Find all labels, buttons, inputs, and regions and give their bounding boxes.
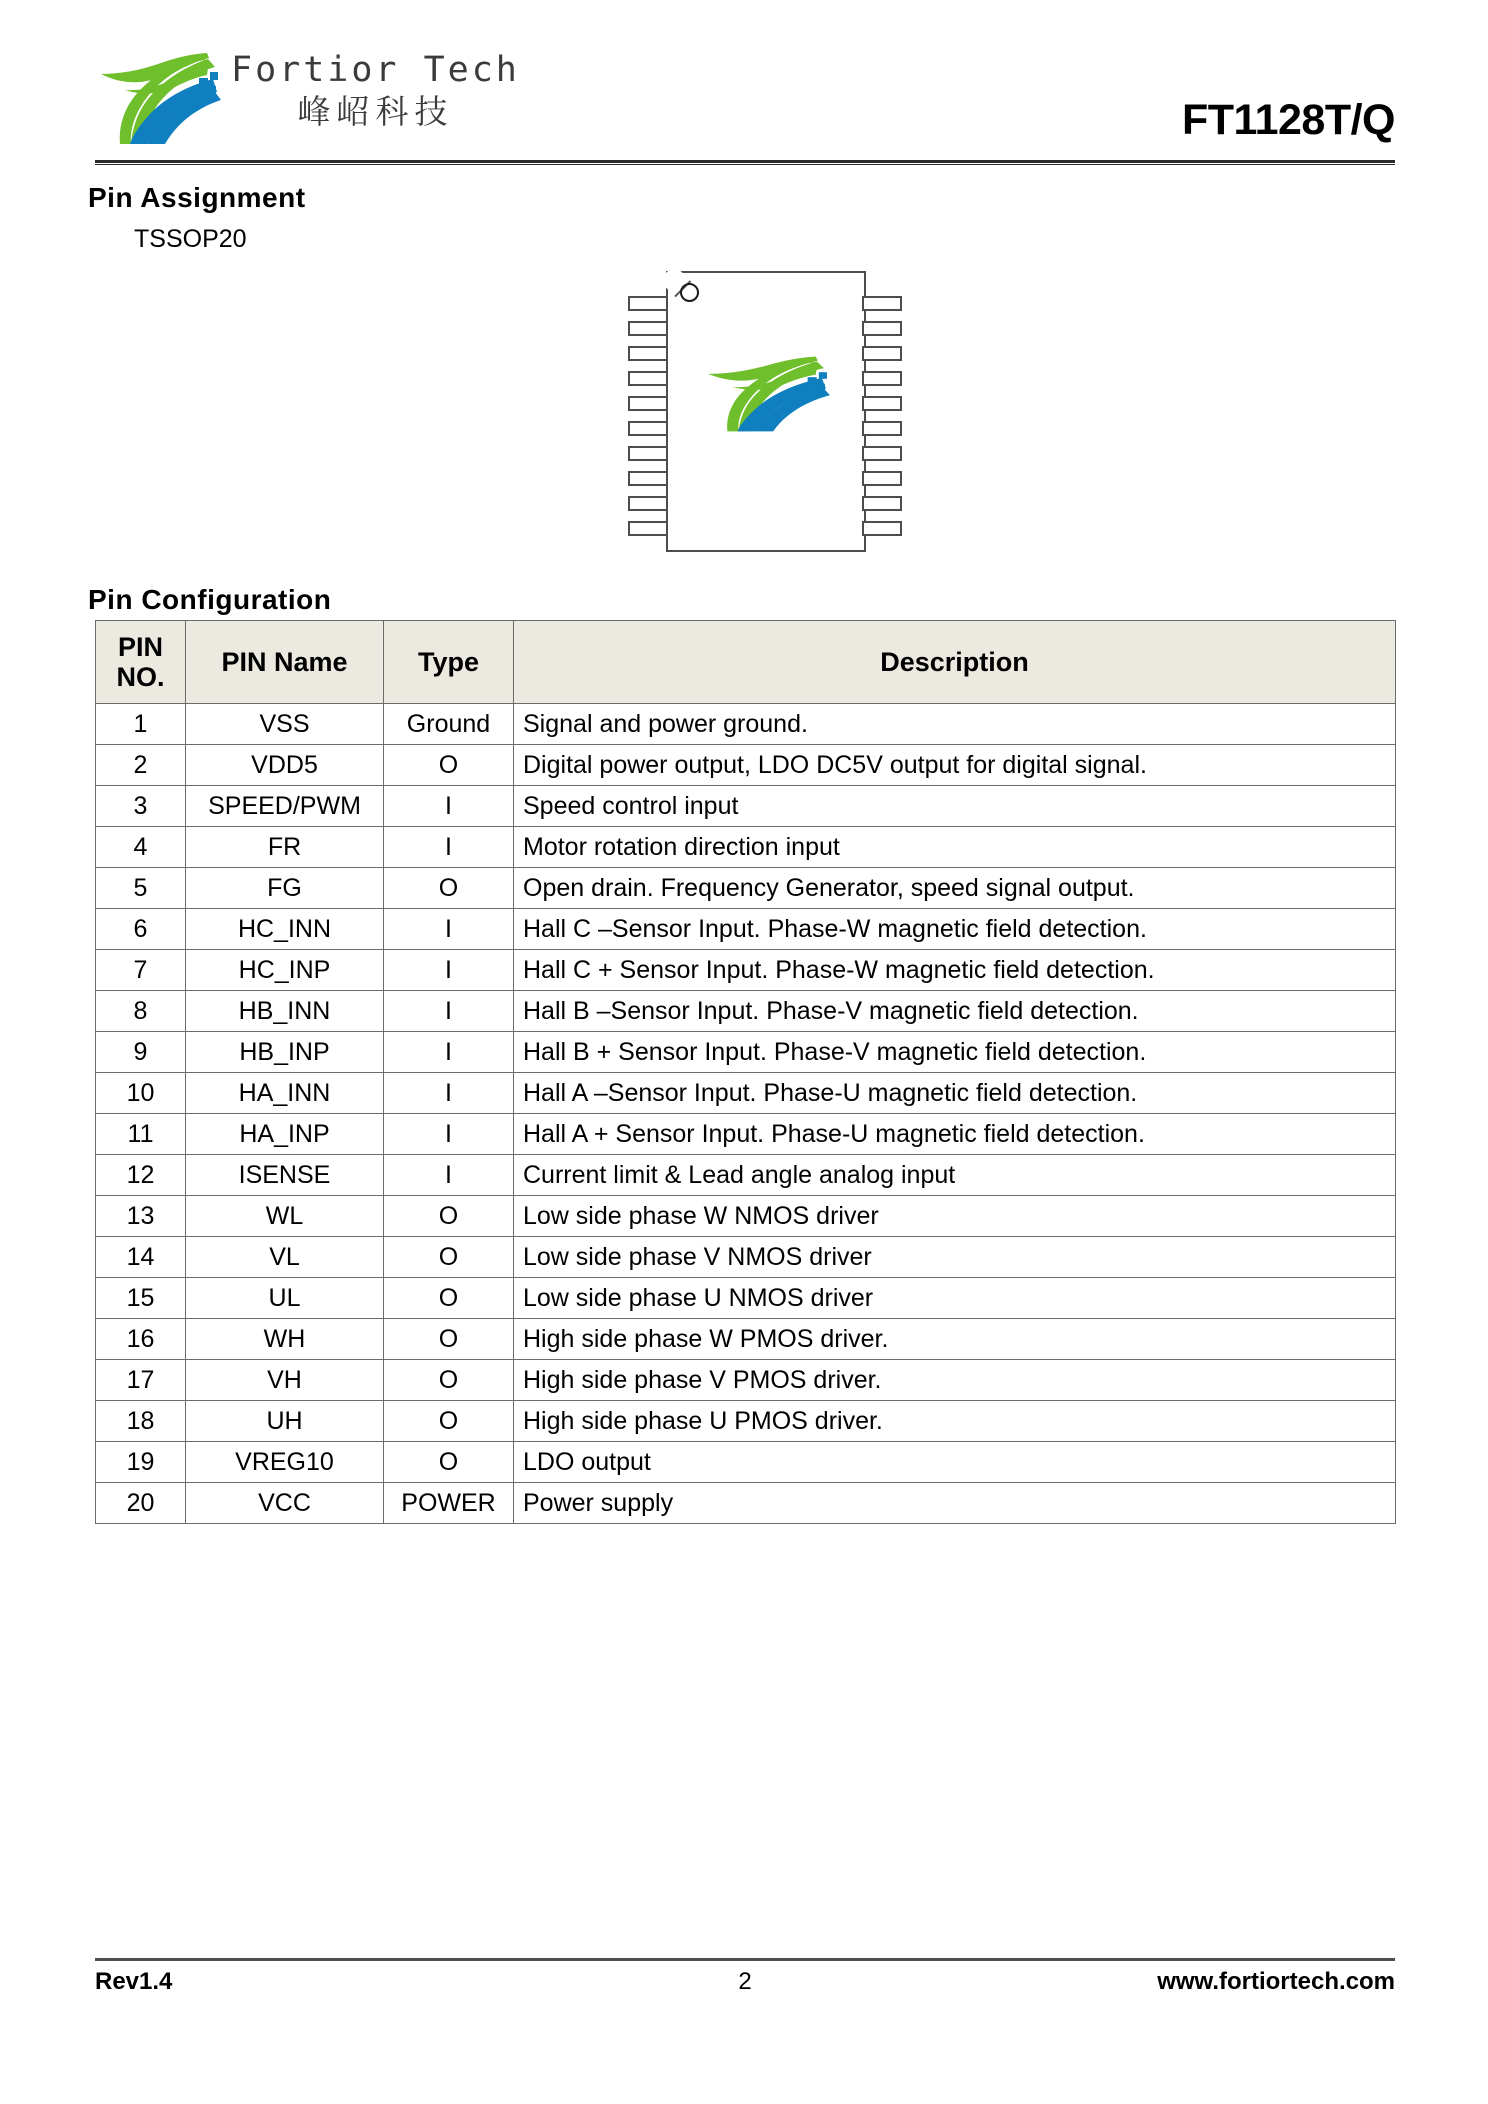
page-footer <box>95 1968 1395 2008</box>
table-row <box>96 704 1396 745</box>
website-link[interactable]: www.fortiortech.com <box>1157 1968 1395 1995</box>
cell-desc: High side phase W PMOS driver. <box>514 1319 1396 1360</box>
cell-type: O <box>384 868 514 909</box>
table-row <box>96 909 1396 950</box>
cell-type: I <box>384 950 514 991</box>
table-row <box>96 991 1396 1032</box>
package-pin-left-8 <box>628 471 668 486</box>
tssop20-package-diagram <box>624 266 914 566</box>
table-row <box>96 1196 1396 1237</box>
cell-type: I <box>384 1073 514 1114</box>
cell-desc: LDO output <box>514 1442 1396 1483</box>
cell-desc: Hall A + Sensor Input. Phase-U magnetic field detection. <box>514 1114 1396 1155</box>
cell-desc: Low side phase V NMOS driver <box>514 1237 1396 1278</box>
cell-no: 5 <box>96 868 186 909</box>
cell-type: O <box>384 1360 514 1401</box>
cell-desc: Power supply <box>514 1483 1396 1524</box>
cell-no: 8 <box>96 991 186 1032</box>
package-pin-left-4 <box>628 371 668 386</box>
cell-desc: Hall B + Sensor Input. Phase-V magnetic field detection. <box>514 1032 1396 1073</box>
package-pin-left-2 <box>628 321 668 336</box>
cell-desc: Digital power output, LDO DC5V output for digital signal. <box>514 745 1396 786</box>
package-marking-logo-icon <box>702 341 830 433</box>
cell-name: HA_INP <box>186 1114 384 1155</box>
cell-no: 12 <box>96 1155 186 1196</box>
cell-type: O <box>384 1442 514 1483</box>
cell-type: O <box>384 745 514 786</box>
package-pin-left-7 <box>628 446 668 461</box>
package-pin-right-5 <box>862 396 902 411</box>
table-row <box>96 1483 1396 1524</box>
cell-name: ISENSE <box>186 1155 384 1196</box>
table-row <box>96 1073 1396 1114</box>
package-pin-right-9 <box>862 496 902 511</box>
cell-desc: High side phase V PMOS driver. <box>514 1360 1396 1401</box>
table-row <box>96 1319 1396 1360</box>
cell-name: HC_INN <box>186 909 384 950</box>
cell-desc: Open drain. Frequency Generator, speed signal output. <box>514 868 1396 909</box>
table-row <box>96 1032 1396 1073</box>
table-row <box>96 1155 1396 1196</box>
cell-type: O <box>384 1401 514 1442</box>
pin-configuration-table <box>95 620 1396 1524</box>
cell-name: WL <box>186 1196 384 1237</box>
package-pin-right-2 <box>862 321 902 336</box>
cell-type: I <box>384 909 514 950</box>
table-row <box>96 950 1396 991</box>
package-pin-right-7 <box>862 446 902 461</box>
cell-desc: Hall C + Sensor Input. Phase-W magnetic field detection. <box>514 950 1396 991</box>
cell-desc: Signal and power ground. <box>514 704 1396 745</box>
cell-no: 15 <box>96 1278 186 1319</box>
cell-type: POWER <box>384 1483 514 1524</box>
package-pin-left-1 <box>628 296 668 311</box>
company-logo <box>95 34 520 146</box>
cell-name: WH <box>186 1319 384 1360</box>
table-row <box>96 1442 1396 1483</box>
cell-name: HB_INP <box>186 1032 384 1073</box>
document-title: FT1128T/Q <box>1182 96 1395 144</box>
package-pin-right-10 <box>862 521 902 536</box>
cell-no: 6 <box>96 909 186 950</box>
cell-type: I <box>384 1155 514 1196</box>
package-pin-right-8 <box>862 471 902 486</box>
cell-name: VSS <box>186 704 384 745</box>
cell-type: I <box>384 1032 514 1073</box>
cell-desc: Hall C –Sensor Input. Phase-W magnetic field detection. <box>514 909 1396 950</box>
cell-type: O <box>384 1237 514 1278</box>
column-header-description: Description <box>514 621 1396 704</box>
cell-no: 18 <box>96 1401 186 1442</box>
cell-name: VCC <box>186 1483 384 1524</box>
fortior-swoosh-logo-icon <box>95 34 221 146</box>
pin1-marker-icon <box>680 283 699 302</box>
cell-type: O <box>384 1319 514 1360</box>
footer-divider <box>95 1958 1395 1961</box>
column-header-pin-no <box>96 621 186 704</box>
table-row <box>96 745 1396 786</box>
cell-no: 14 <box>96 1237 186 1278</box>
table-row <box>96 1278 1396 1319</box>
cell-no: 1 <box>96 704 186 745</box>
cell-no: 20 <box>96 1483 186 1524</box>
cell-desc: Speed control input <box>514 786 1396 827</box>
company-name-block <box>231 49 520 131</box>
cell-name: VH <box>186 1360 384 1401</box>
revision-label: Rev1.4 <box>95 1968 173 1995</box>
package-pin-right-6 <box>862 421 902 436</box>
table-body <box>96 704 1396 1524</box>
table-row <box>96 1360 1396 1401</box>
cell-desc: Hall B –Sensor Input. Phase-V magnetic field detection. <box>514 991 1396 1032</box>
table-row <box>96 868 1396 909</box>
column-header-type: Type <box>384 621 514 704</box>
cell-type: O <box>384 1278 514 1319</box>
package-pin-left-5 <box>628 396 668 411</box>
table-row <box>96 827 1396 868</box>
cell-desc: High side phase U PMOS driver. <box>514 1401 1396 1442</box>
cell-no: 3 <box>96 786 186 827</box>
cell-name: VDD5 <box>186 745 384 786</box>
cell-name: VREG10 <box>186 1442 384 1483</box>
cell-no: 19 <box>96 1442 186 1483</box>
table-row <box>96 786 1396 827</box>
cell-no: 9 <box>96 1032 186 1073</box>
column-header-pin-no-line2: NO. <box>116 662 165 692</box>
cell-name: FG <box>186 868 384 909</box>
table-row <box>96 1401 1396 1442</box>
package-type-label: TSSOP20 <box>134 225 247 253</box>
pin-configuration-heading: Pin Configuration <box>88 584 332 615</box>
cell-no: 7 <box>96 950 186 991</box>
company-name-chinese: 峰岹科技 <box>297 91 454 131</box>
cell-no: 11 <box>96 1114 186 1155</box>
cell-desc: Motor rotation direction input <box>514 827 1396 868</box>
cell-desc: Low side phase U NMOS driver <box>514 1278 1396 1319</box>
package-pin-left-9 <box>628 496 668 511</box>
cell-desc: Current limit & Lead angle analog input <box>514 1155 1396 1196</box>
cell-type: I <box>384 827 514 868</box>
column-header-pin-name: PIN Name <box>186 621 384 704</box>
table-row <box>96 1114 1396 1155</box>
package-pin-left-6 <box>628 421 668 436</box>
page-number: 2 <box>738 1968 752 1995</box>
cell-name: HB_INN <box>186 991 384 1032</box>
cell-no: 4 <box>96 827 186 868</box>
package-pin-right-4 <box>862 371 902 386</box>
cell-name: SPEED/PWM <box>186 786 384 827</box>
cell-name: VL <box>186 1237 384 1278</box>
cell-no: 2 <box>96 745 186 786</box>
cell-name: HA_INN <box>186 1073 384 1114</box>
header-divider <box>95 160 1395 165</box>
cell-type: O <box>384 1196 514 1237</box>
cell-desc: Low side phase W NMOS driver <box>514 1196 1396 1237</box>
cell-name: FR <box>186 827 384 868</box>
cell-name: HC_INP <box>186 950 384 991</box>
cell-type: I <box>384 1114 514 1155</box>
cell-desc: Hall A –Sensor Input. Phase-U magnetic field detection. <box>514 1073 1396 1114</box>
cell-type: I <box>384 991 514 1032</box>
page-header <box>95 30 1395 162</box>
package-pin-right-3 <box>862 346 902 361</box>
company-name-english: Fortior Tech <box>231 49 520 90</box>
cell-name: UH <box>186 1401 384 1442</box>
cell-no: 17 <box>96 1360 186 1401</box>
package-pin-right-1 <box>862 296 902 311</box>
package-pin-left-10 <box>628 521 668 536</box>
package-pin-left-3 <box>628 346 668 361</box>
cell-no: 10 <box>96 1073 186 1114</box>
cell-no: 16 <box>96 1319 186 1360</box>
table-header-row <box>96 621 1396 704</box>
cell-type: Ground <box>384 704 514 745</box>
cell-name: UL <box>186 1278 384 1319</box>
pin-assignment-heading: Pin Assignment <box>88 182 306 213</box>
cell-type: I <box>384 786 514 827</box>
table-row <box>96 1237 1396 1278</box>
cell-no: 13 <box>96 1196 186 1237</box>
column-header-pin-no-line1: PIN <box>117 631 163 662</box>
